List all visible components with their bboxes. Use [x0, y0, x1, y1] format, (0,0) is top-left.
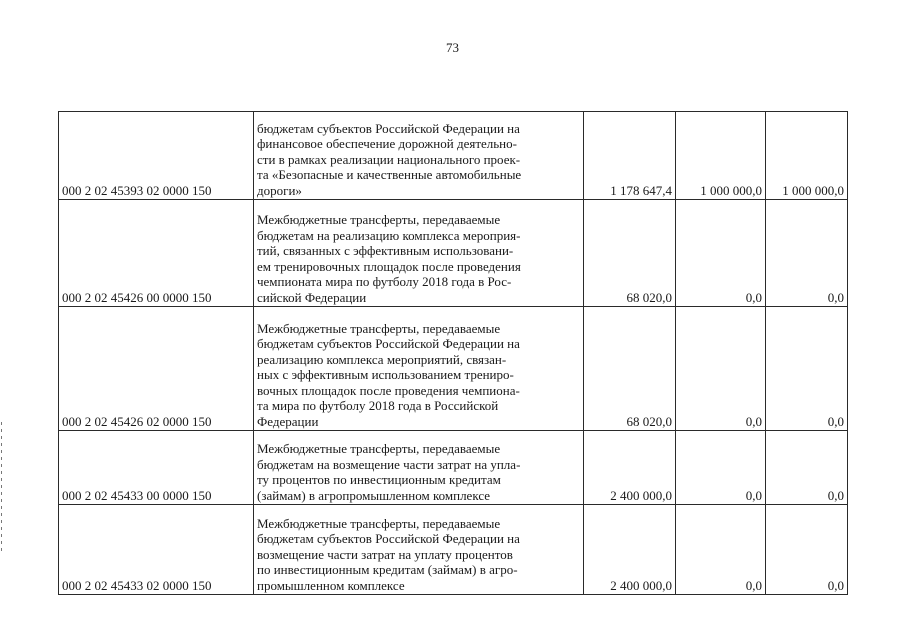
amount-year-1-cell: 2 400 000,0	[584, 505, 676, 595]
description-line: тий, связанных с эффективным использовани-	[257, 243, 514, 258]
amount-year-2-cell: 0,0	[676, 307, 766, 431]
description-line: бюджетам субъектов Российской Федерации на	[257, 120, 520, 136]
amount-year-2-cell: 1 000 000,0	[676, 112, 766, 200]
table-row	[59, 307, 848, 431]
description-line: промышленном комплексе	[257, 577, 405, 593]
budget-code-cell: 000 2 02 45426 02 0000 150	[59, 307, 254, 431]
description-line: сти в рамках реализации национального проек-	[257, 151, 521, 167]
amount-year-1-cell: 1 178 647,4	[584, 112, 676, 200]
description-cell	[254, 307, 584, 431]
amount-year-3-cell: 0,0	[766, 505, 848, 595]
description-line: Федерации	[257, 413, 319, 429]
amount-year-1-cell: 68 020,0	[584, 200, 676, 307]
amount-year-3-cell: 0,0	[766, 307, 848, 431]
description-line: бюджетам на реализацию комплекса мероприя-	[257, 227, 521, 243]
description-line: вочных площадок после проведения чемпиона-	[257, 382, 520, 398]
description-line: по инвестиционным кредитам (займам) в агро-	[257, 562, 518, 577]
description-cell	[254, 431, 584, 505]
description-line: ных с эффективным использованием трениро-	[257, 367, 514, 382]
amount-year-3-cell: 1 000 000,0	[766, 112, 848, 200]
description-line: Межбюджетные трансферты, передаваемые	[257, 441, 501, 456]
table-row	[59, 431, 848, 505]
description-line: возмещение части затрат на уплату процентов	[257, 546, 513, 562]
table-row	[59, 112, 848, 200]
description-line: Межбюджетные трансферты, передаваемые	[257, 320, 501, 336]
budget-code-cell: 000 2 02 45426 00 0000 150	[59, 200, 254, 307]
description-line: реализацию комплекса мероприятий, связан-	[257, 351, 507, 367]
table-row	[59, 505, 848, 595]
description-line: дороги»	[257, 182, 302, 198]
amount-year-1-cell: 2 400 000,0	[584, 431, 676, 505]
amount-year-2-cell: 0,0	[676, 505, 766, 595]
description-cell	[254, 112, 584, 200]
amount-year-1-cell: 68 020,0	[584, 307, 676, 431]
description-line: Межбюджетные трансферты, передаваемые	[257, 515, 501, 531]
budget-revenue-table	[58, 111, 848, 595]
description-line: бюджетам субъектов Российской Федерации на	[257, 336, 520, 351]
amount-year-3-cell: 0,0	[766, 431, 848, 505]
description-line: сийской Федерации	[257, 289, 367, 305]
description-line: бюджетам субъектов Российской Федерации на	[257, 531, 520, 546]
description-line: финансовое обеспечение дорожной деятельно-	[257, 136, 517, 151]
description-line: Межбюджетные трансферты, передаваемые	[257, 212, 501, 227]
amount-year-3-cell: 0,0	[766, 200, 848, 307]
table-row	[59, 200, 848, 307]
description-line: (займам) в агропромышленном комплексе	[257, 487, 491, 503]
scan-edge-mark	[1, 422, 2, 552]
description-line: ем тренировочных площадок после проведения	[257, 258, 521, 274]
description-cell	[254, 505, 584, 595]
description-line: ту процентов по инвестиционным кредитам	[257, 472, 501, 487]
description-line: та «Безопасные и качественные автомобильные	[257, 167, 522, 182]
budget-code-cell: 000 2 02 45433 00 0000 150	[59, 431, 254, 505]
amount-year-2-cell: 0,0	[676, 431, 766, 505]
description-cell	[254, 200, 584, 307]
description-line: бюджетам на возмещение части затрат на упла-	[257, 456, 521, 472]
description-line: чемпионата мира по футболу 2018 года в Рос-	[257, 274, 512, 289]
budget-code-cell: 000 2 02 45393 02 0000 150	[59, 112, 254, 200]
description-line: та мира по футболу 2018 года в Российской	[257, 398, 499, 413]
amount-year-2-cell: 0,0	[676, 200, 766, 307]
page-number: 73	[446, 40, 459, 55]
budget-code-cell: 000 2 02 45433 02 0000 150	[59, 505, 254, 595]
table-body	[59, 112, 848, 595]
